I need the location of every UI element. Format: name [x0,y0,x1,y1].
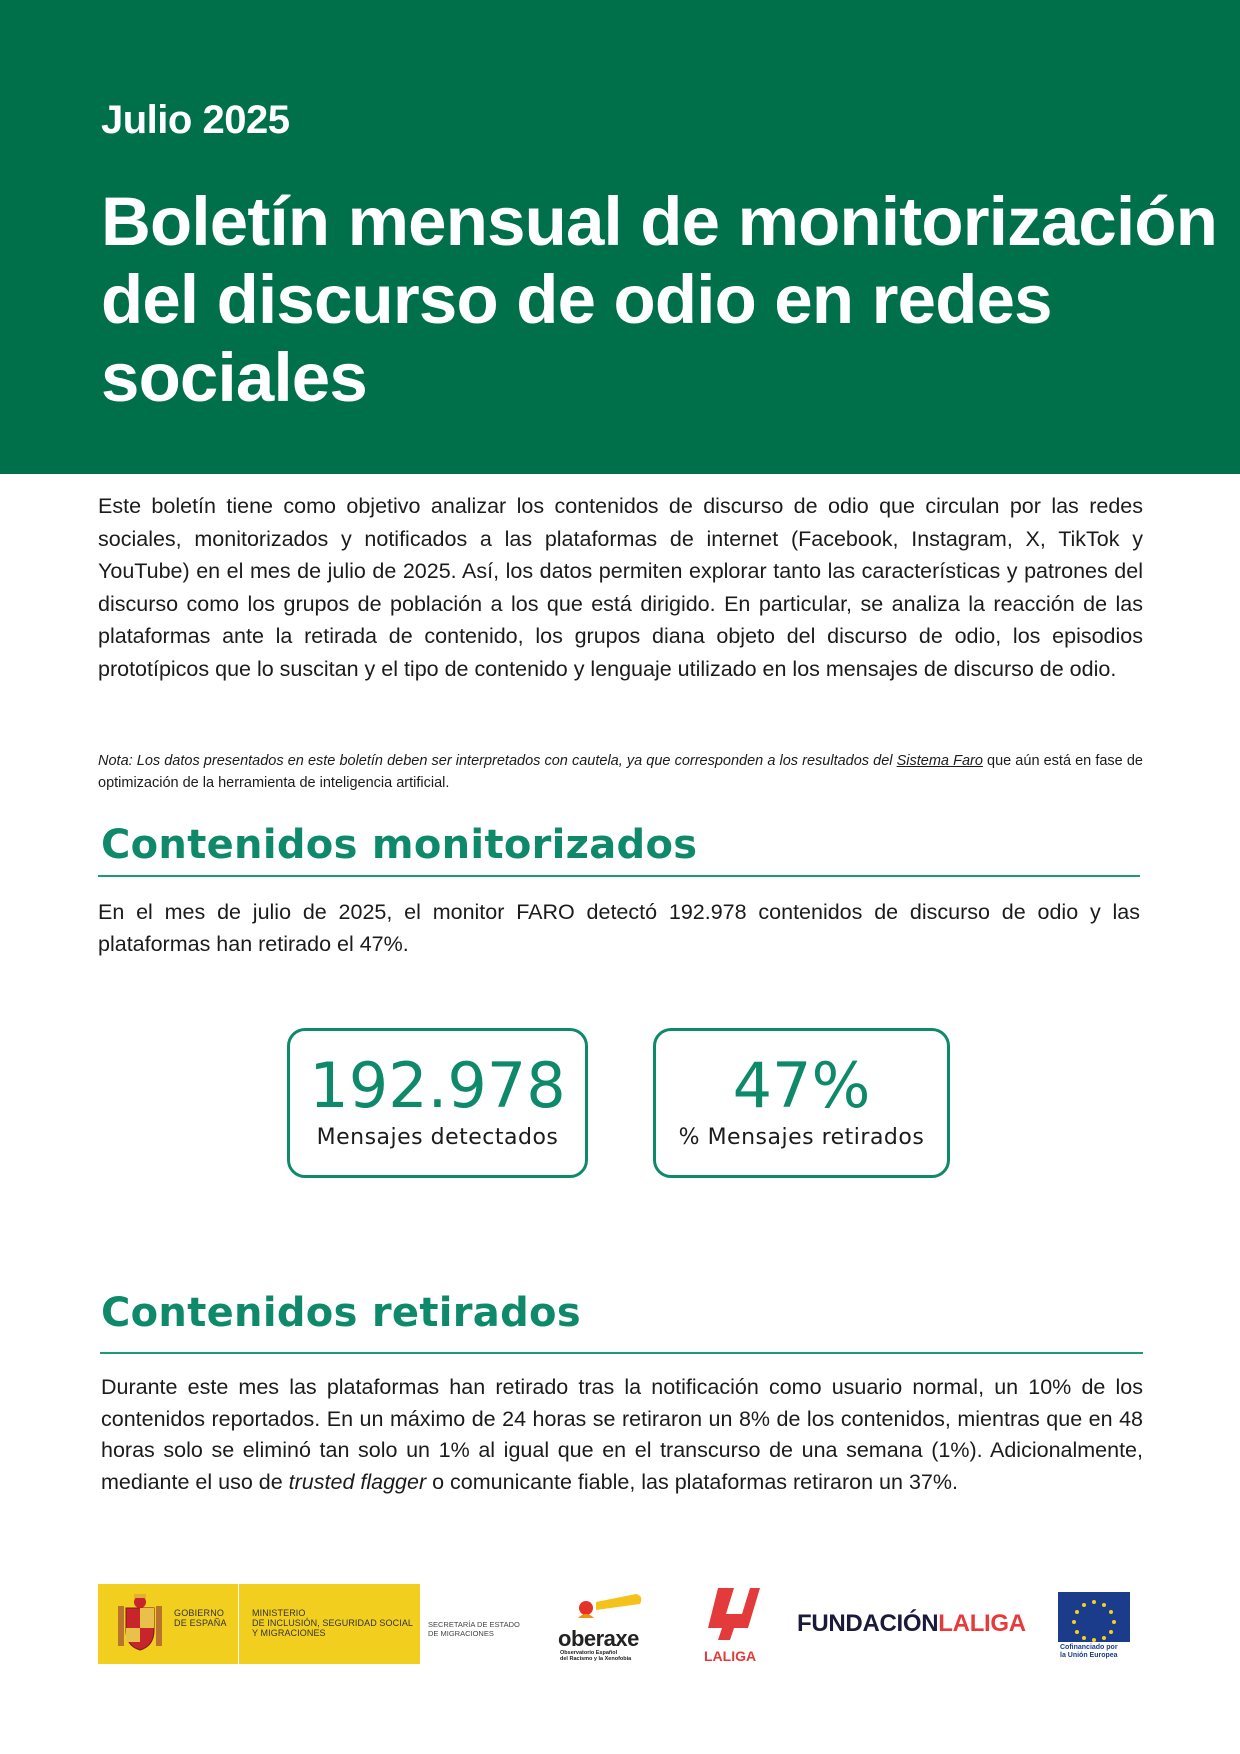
ministerio-text: MINISTERIO DE INCLUSIÓN, SEGURIDAD SOCIAL Y MIGRACIONES [252,1608,414,1638]
fundacion-text: FUNDACIÓN [797,1610,939,1637]
note-paragraph [98,750,1143,794]
intro-paragraph: Este boletín tiene como objetivo analizar los contenidos de discurso de odio que circulan por las redes sociales, monitorizados y notificados a las plataformas de internet (Facebook, Instagram, X, TikTok y YouTube) en el mes de julio de 2025. Así, los datos permiten explorar tanto las características y patrones del discurso como los grupos de población a los que está dirigido. En particular, se analiza la reacción de las plataformas ante la retirada de contenido, los grupos diana objeto del discurso de odio, los episodios prototípicos que lo suscitan y el tipo de contenido y lenguaje utilizado en los mensajes de discurso de odio. [98,494,1143,681]
stat-label: % Mensajes retirados [678,1125,925,1150]
eu-cofinancing-text: Cofinanciado por la Unión Europea [1060,1644,1118,1659]
trusted-flagger-term: trusted flagger [288,1469,427,1494]
note-text-end: que aún está en fase de optimización de la herramienta de inteligencia artificial. [98,753,1143,791]
gobierno-text: GOBIERNO DE ESPAÑA [174,1608,227,1628]
bulletin-title: Boletín mensual de monitorización del discurso de odio en redes sociales [101,183,1218,416]
sistema-faro-link[interactable]: Sistema Faro [896,753,983,769]
retirados-paragraph [101,1372,1143,1498]
coat-of-arms-icon [112,1592,168,1654]
logo-separator [238,1584,239,1664]
retirados-text-end: o comunicante fiable, las plataformas retiraron un 37%. [432,1469,958,1494]
gobierno-logo [98,1584,420,1664]
laliga-logo [700,1584,764,1666]
monitorizados-paragraph: En el mes de julio de 2025, el monitor FARO detectó 192.978 contenidos de discurso de odio y las plataformas han retirado el 47%. [98,900,1140,956]
laliga-word: LALIGA [938,1610,1026,1637]
laliga-mark-icon [704,1584,764,1644]
retirados-text: Durante este mes las plataformas han retirado tras la notificación como usuario normal, un 10% de los contenidos reportados. En un máximo de 24 horas se retiraron un 8% de los contenidos, mientras que en 48 horas solo se eliminó tan solo un 1% al igual que en el transcurso de una semana (1%). Adicionalmente, mediante el uso de [101,1375,1143,1494]
stat-card-detected [287,1028,588,1178]
oberaxe-name: oberaxe [558,1626,639,1651]
stat-card-removed [653,1028,950,1178]
section-divider [98,875,1140,877]
logo-footer [0,1570,1240,1680]
stat-value: 47% [732,1049,871,1122]
oberaxe-subtitle: Observatorio Español del Racismo y la Xenofobia [560,1650,632,1662]
bulletin-month: Julio 2025 [101,98,290,142]
oberaxe-mark-icon [556,1588,660,1628]
stat-label: Mensajes detectados [316,1125,559,1150]
section-divider [100,1352,1143,1354]
section-title-monitorizados: Contenidos monitorizados [101,822,698,868]
oberaxe-logo [556,1588,660,1662]
note-text: Nota: Los datos presentados en este boletín deben ser interpretados con cautela, ya que corresponden a los resultados del [98,753,893,769]
secretaria-text: SECRETARÍA DE ESTADO DE MIGRACIONES [428,1620,520,1638]
stat-value: 192.978 [309,1049,566,1122]
section-title-retirados: Contenidos retirados [101,1290,581,1336]
header-banner [0,0,1240,474]
laliga-text: LALIGA [704,1648,757,1664]
fundacion-laliga-logo [797,1610,1026,1638]
